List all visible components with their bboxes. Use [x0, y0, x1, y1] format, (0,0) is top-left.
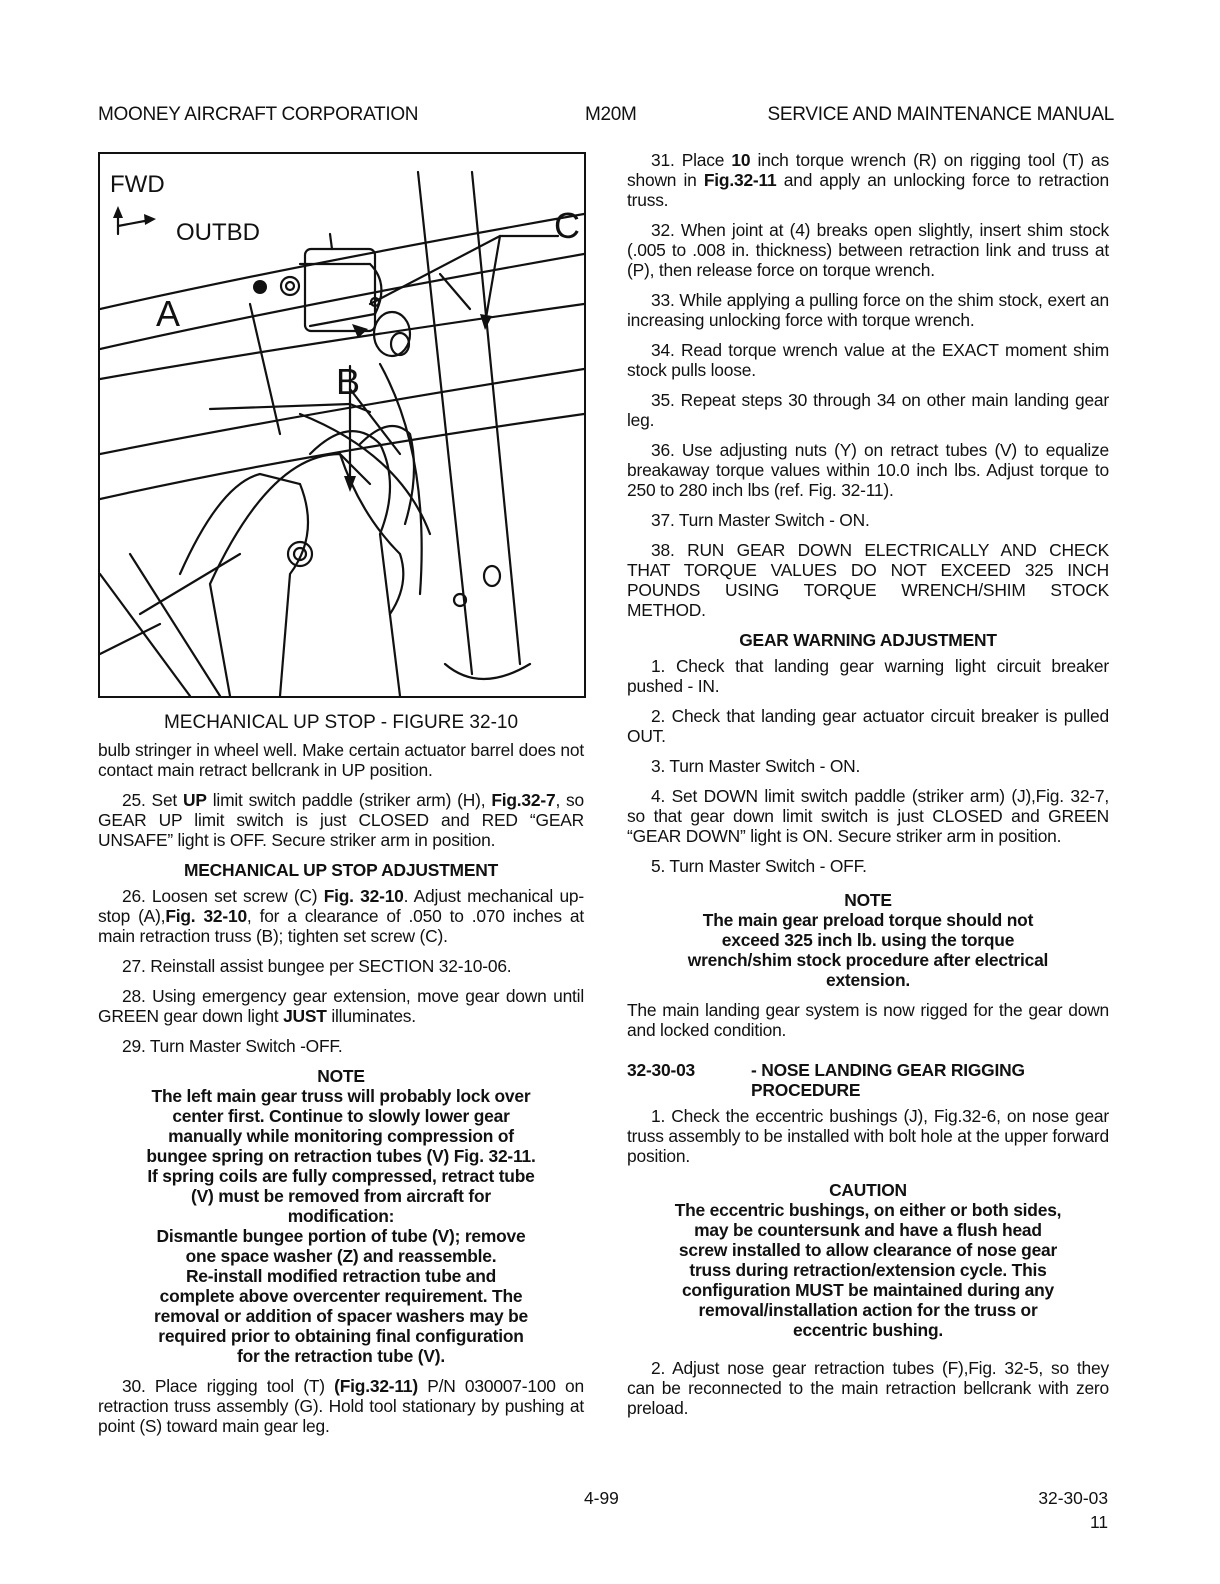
note-line: The left main gear truss will probably lock over	[151, 1086, 531, 1106]
arrow-outbd-head	[144, 214, 156, 225]
arrow-fwd-head	[113, 206, 123, 218]
note-left-main-gear-truss	[98, 1066, 584, 1366]
paragraph-warning-step-4: 4. Set DOWN limit switch paddle (striker arm) (J),Fig. 32-7, so that gear down limit switch is just CLOSED and GREEN “GEAR DOWN” light is ON. Secure striker arm in position.	[627, 786, 1109, 846]
paragraph-step-36: 36. Use adjusting nuts (Y) on retract tubes (V) to equalize breakaway torque values within 10.0 inch lbs. Adjust torque to 250 to 280 inch lbs (ref. Fig. 32-11).	[627, 440, 1109, 500]
figure-drawing	[100, 154, 584, 696]
note-line: for the retraction tube (V).	[237, 1346, 445, 1366]
paragraph-step-29: 29. Turn Master Switch -OFF.	[122, 1036, 343, 1056]
figure-mechanical-up-stop	[98, 152, 586, 698]
note-title: NOTE	[317, 1066, 365, 1086]
paragraph-warning-step-5: 5. Turn Master Switch - OFF.	[651, 856, 867, 876]
caution-line: may be countersunk and have a flush head	[694, 1220, 1042, 1240]
arrow-c-head	[480, 314, 492, 330]
heading-gear-warning-adjustment: GEAR WARNING ADJUSTMENT	[739, 630, 997, 650]
paragraph-step-33: 33. While applying a pulling force on the shim stock, exert an increasing unlocking force with torque wrench.	[627, 290, 1109, 330]
note-title: NOTE	[844, 890, 892, 910]
note-line: wrench/shim stock procedure after electrical	[687, 950, 1049, 970]
footer-revision: 11	[1089, 1512, 1108, 1532]
note-line: exceed 325 inch lb. using the torque	[721, 930, 1015, 950]
bolt-head	[253, 280, 267, 294]
paragraph-step-26: 26. Loosen set screw (C) Fig. 32-10. Adjust mechanical up-stop (A),Fig. 32-10, for a clearance of .050 to .070 inches at main retraction truss (B); tighten set screw (C).	[98, 886, 584, 946]
note-line: one space washer (Z) and reassemble.	[185, 1246, 497, 1266]
section-heading-nose-gear-rigging	[627, 1060, 1109, 1100]
footer-page-number: 4-99	[584, 1488, 619, 1508]
paragraph-step-27: 27. Reinstall assist bungee per SECTION 32-10-06.	[122, 956, 512, 976]
caution-title: CAUTION	[829, 1180, 907, 1200]
note-line: If spring coils are fully compressed, retract tube	[147, 1166, 535, 1186]
figure-caption: MECHANICAL UP STOP - FIGURE 32-10	[163, 712, 519, 733]
paragraph-step-25: 25. Set UP limit switch paddle (striker arm) (H), Fig.32-7, so GEAR UP limit switch is just CLOSED and RED “GEAR UNSAFE” light is OFF. Secure striker arm in position.	[98, 790, 585, 850]
section-number: 32-30-03	[627, 1060, 696, 1080]
note-line: (V) must be removed from aircraft for	[191, 1186, 491, 1206]
paragraph-bulb-stringer: bulb stringer in wheel well. Make certain actuator barrel does not contact main retract bellcrank in UP position.	[98, 740, 584, 780]
note-line: Dismantle bungee portion of tube (V); remove	[156, 1226, 526, 1246]
paragraph-step-30: 30. Place rigging tool (T) (Fig.32-11) P/N 030007-100 on retraction truss assembly (G). Hold tool stationary by pushing at point (S) toward main gear leg.	[98, 1376, 584, 1436]
note-line: manually while monitoring compression of	[168, 1126, 514, 1146]
paragraph-warning-step-2: 2. Check that landing gear actuator circuit breaker is pulled OUT.	[627, 706, 1109, 746]
label-outbd: OUTBD	[176, 219, 260, 246]
note-main-gear-preload	[627, 890, 1109, 990]
paragraph-step-38: 38. RUN GEAR DOWN ELECTRICALLY AND CHECK THAT TORQUE VALUES DO NOT EXCEED 325 INCH POUNDS USING TORQUE WRENCH/SHIM STOCK METHOD.	[627, 540, 1109, 620]
header-manual-title: SERVICE AND MAINTENANCE MANUAL	[767, 104, 1114, 125]
right-column	[627, 150, 1109, 1428]
note-line: bungee spring on retraction tubes (V) Fig. 32-11.	[146, 1146, 536, 1166]
paragraph-step-31: 31. Place 10 inch torque wrench (R) on rigging tool (T) as shown in Fig.32-11 and apply an unlocking force to retraction truss.	[627, 150, 1109, 210]
note-line: complete above overcenter requirement. The	[159, 1286, 523, 1306]
heading-mechanical-up-stop-adjustment: MECHANICAL UP STOP ADJUSTMENT	[183, 860, 499, 880]
caution-eccentric-bushings	[627, 1180, 1109, 1340]
caution-line: removal/installation action for the truss or	[698, 1300, 1038, 1320]
footer-section-number: 32-30-03	[1038, 1488, 1108, 1508]
note-line: center first. Continue to slowly lower gear	[172, 1106, 510, 1126]
label-c: C	[554, 205, 580, 246]
note-line: Re-install modified retraction tube and	[185, 1266, 497, 1286]
caution-line: eccentric bushing.	[792, 1320, 944, 1340]
header-model: M20M	[585, 104, 637, 125]
paragraph-nose-step-2: 2. Adjust nose gear retraction tubes (F),Fig. 32-5, so they can be reconnected to the main retraction bellcrank with zero preload.	[627, 1358, 1109, 1418]
paragraph-step-28: 28. Using emergency gear extension, move gear down until GREEN gear down light JUST illuminates.	[98, 986, 584, 1026]
header-company: MOONEY AIRCRAFT CORPORATION	[98, 104, 419, 125]
paragraph-step-32: 32. When joint at (4) breaks open slightly, insert shim stock (.005 to .008 in. thickness) between retraction link and truss at (P), then release force on torque wrench.	[627, 220, 1109, 280]
label-a: A	[156, 293, 181, 334]
paragraph-step-35: 35. Repeat steps 30 through 34 on other main landing gear leg.	[627, 390, 1109, 430]
paragraph-step-34: 34. Read torque wrench value at the EXACT moment shim stock pulls loose.	[627, 340, 1109, 380]
section-title: - NOSE LANDING GEAR RIGGING PROCEDURE	[751, 1060, 1025, 1100]
note-line: required prior to obtaining final configuration	[158, 1326, 524, 1346]
caution-line: configuration MUST be maintained during any	[681, 1280, 1055, 1300]
note-line: modification:	[287, 1206, 395, 1226]
caution-line: The eccentric bushings, on either or both sides,	[674, 1200, 1062, 1220]
caution-line: screw installed to allow clearance of nose gear	[678, 1240, 1058, 1260]
paragraph-nose-step-1: 1. Check the eccentric bushings (J), Fig.32-6, on nose gear truss assembly to be installed with bolt hole at the upper forward position.	[627, 1106, 1109, 1166]
paragraph-warning-step-3: 3. Turn Master Switch - ON.	[651, 756, 861, 776]
note-line: The main gear preload torque should not	[702, 910, 1034, 930]
paragraph-step-37: 37. Turn Master Switch - ON.	[651, 510, 870, 530]
label-fwd: FWD	[110, 171, 165, 198]
caution-line: truss during retraction/extension cycle. This	[689, 1260, 1047, 1280]
note-line: removal or addition of spacer washers may be	[154, 1306, 528, 1326]
label-b: B	[336, 361, 361, 402]
note-line: extension.	[825, 970, 910, 990]
left-column	[98, 740, 584, 1446]
paragraph-main-gear-rigged: The main landing gear system is now rigged for the gear down and locked condition.	[627, 1000, 1109, 1040]
paragraph-warning-step-1: 1. Check that landing gear warning light circuit breaker pushed - IN.	[627, 656, 1109, 696]
